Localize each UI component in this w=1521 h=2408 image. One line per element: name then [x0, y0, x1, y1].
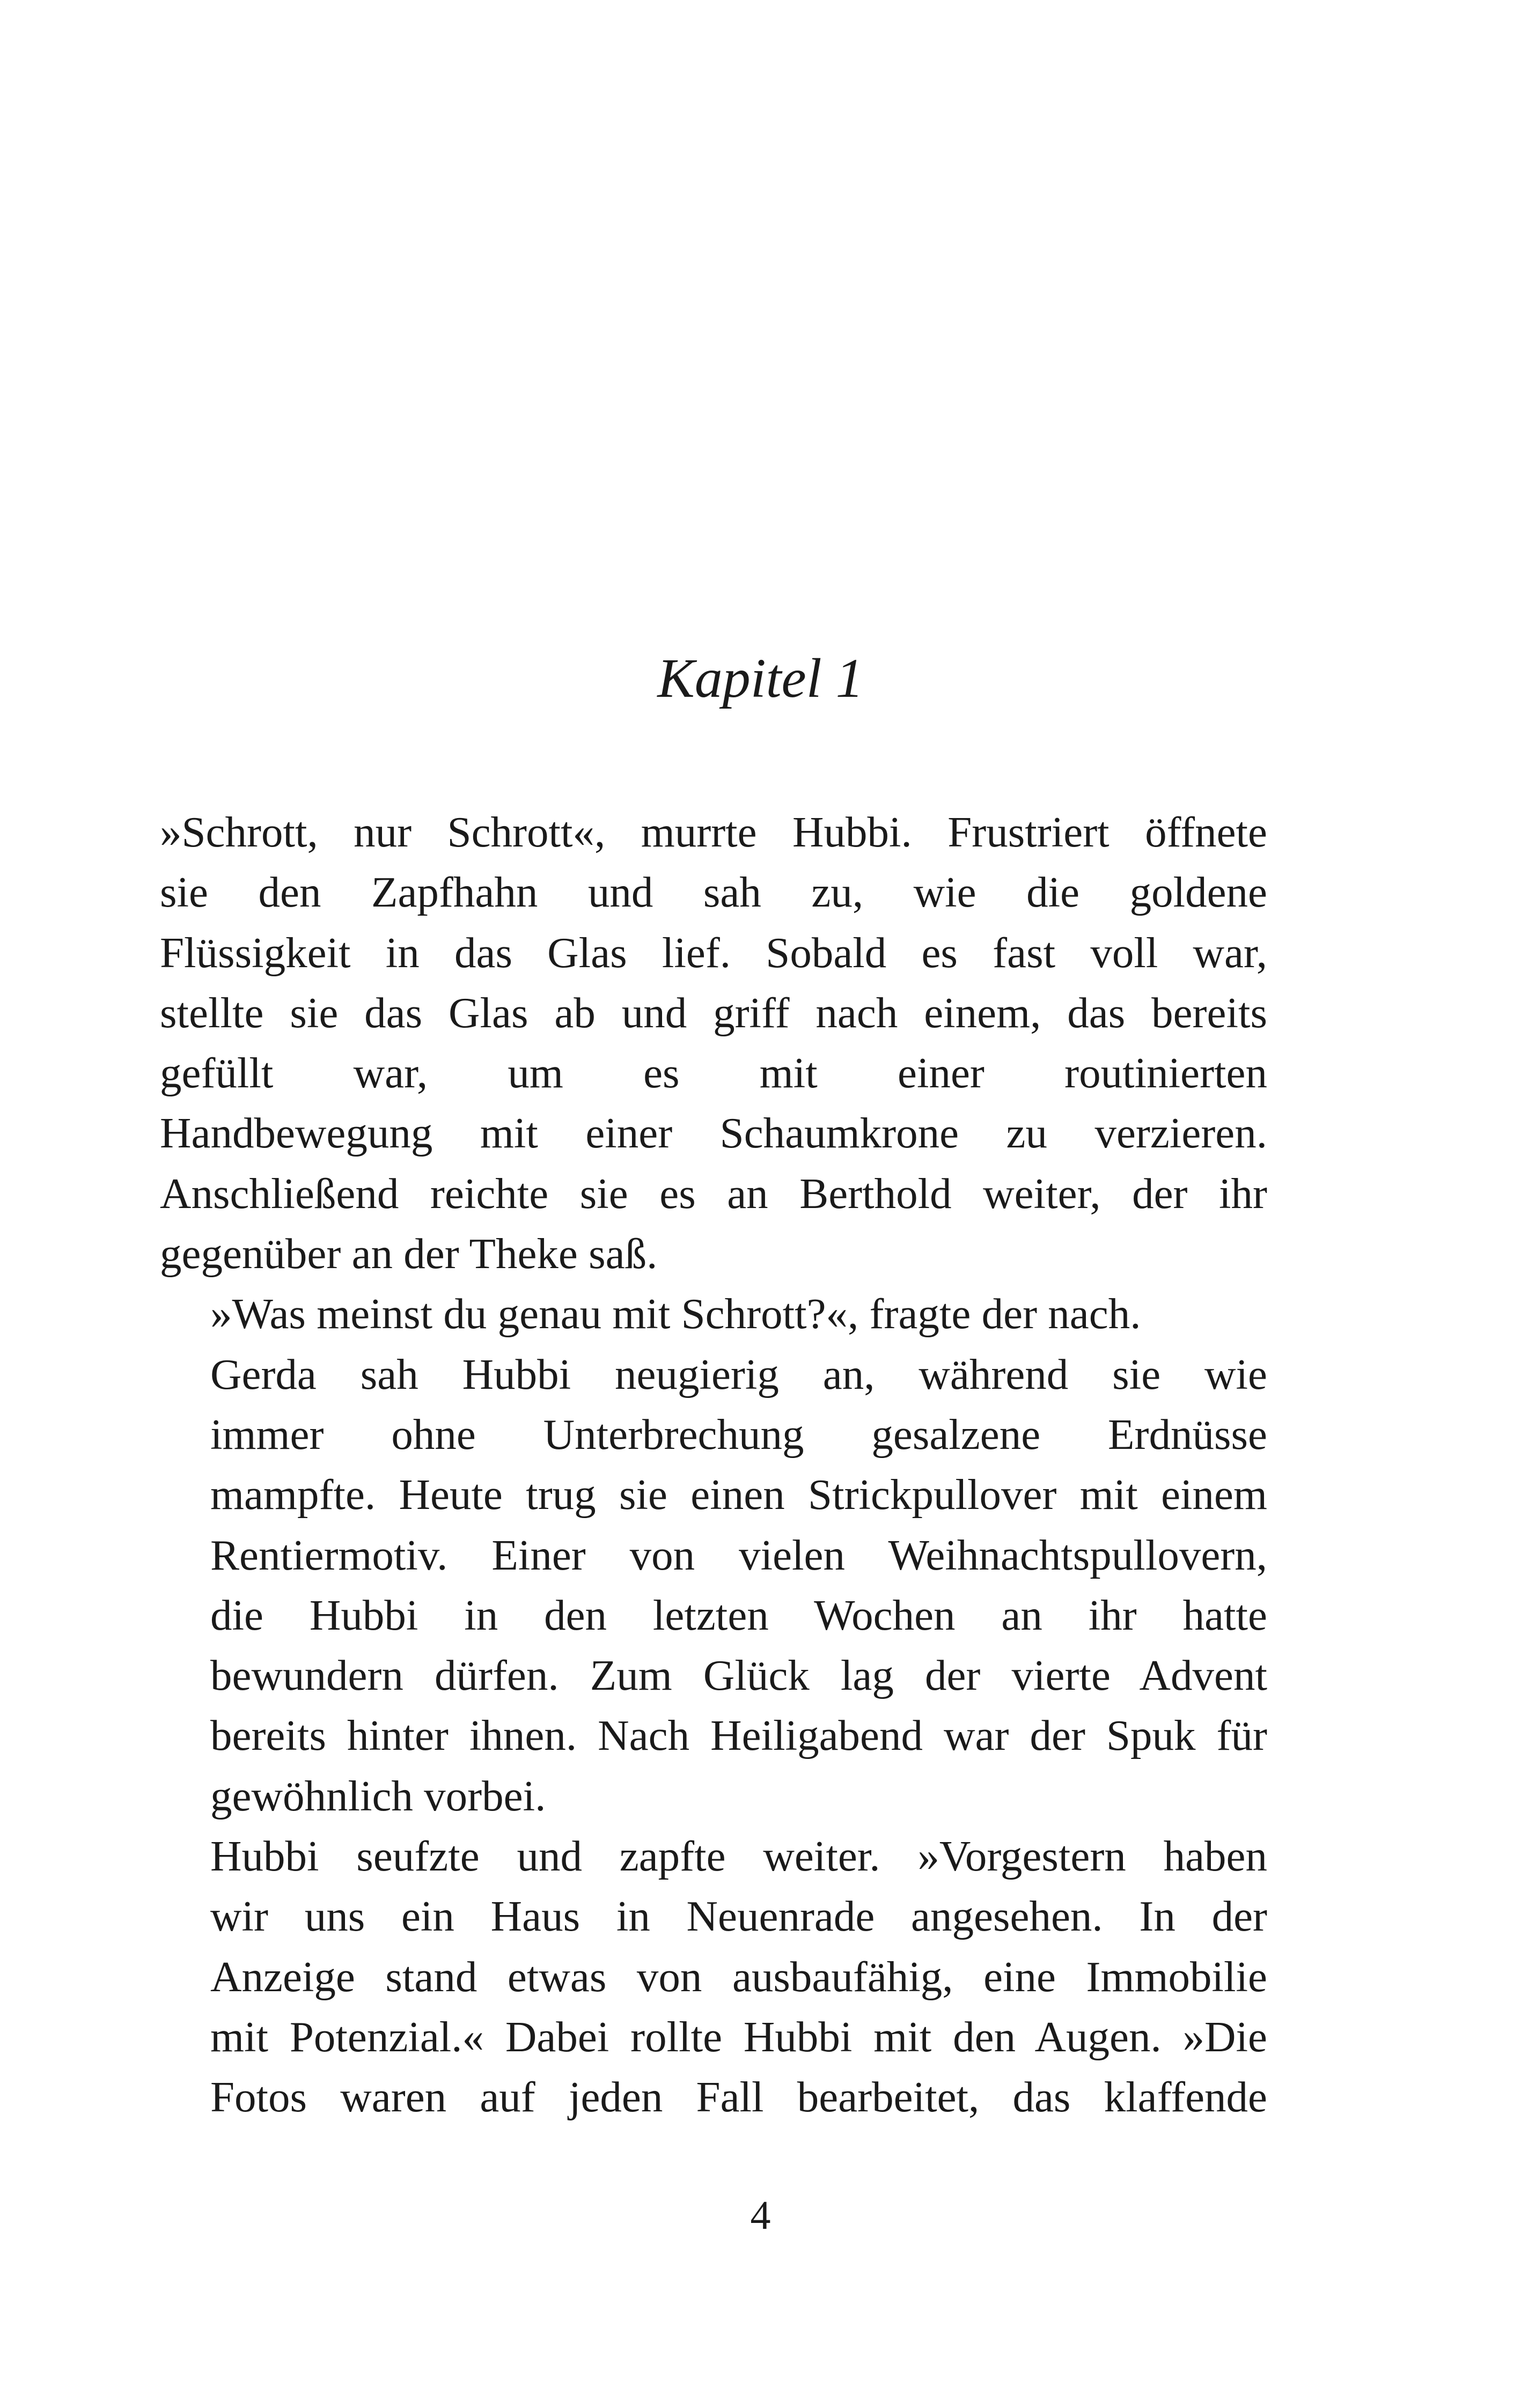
- text-line: mit Potenzial.« Dabei rollte Hubbi mit den Augen. »Die: [210, 2012, 1267, 2061]
- text-line: die Hubbi in den letzten Wochen an ihr hatte: [210, 1590, 1267, 1639]
- paragraph: [160, 1284, 1267, 1344]
- text-line: wir uns ein Haus in Neuenrade angesehen. In der: [210, 1892, 1267, 1941]
- page-number: 4: [750, 2193, 771, 2238]
- text-line: Handbewegung mit einer Schaumkrone zu verzieren.: [160, 1109, 1267, 1158]
- body-text: [160, 802, 1267, 2127]
- text-line: sie den Zapfhahn und sah zu, wie die goldene: [160, 868, 1267, 917]
- text-line: Gerda sah Hubbi neugierig an, während sie wie: [210, 1350, 1267, 1398]
- text-line: Anzeige stand etwas von ausbaufähig, eine Immobilie: [210, 1952, 1267, 2001]
- text-line: bewundern dürfen. Zum Glück lag der vierte Advent: [210, 1651, 1267, 1700]
- text-line: mampfte. Heute trug sie einen Strickpullover mit einem: [210, 1470, 1267, 1519]
- text-line: bereits hinter ihnen. Nach Heiligabend war der Spuk für: [210, 1711, 1267, 1760]
- text-line: Hubbi seufzte und zapfte weiter. »Vorgestern haben: [210, 1832, 1267, 1881]
- text-line: stellte sie das Glas ab und griff nach einem, das bereits: [160, 988, 1267, 1037]
- paragraph: [160, 1826, 1267, 2127]
- text-line: »Was meinst du genau mit Schrott?«, fragte der nach.: [210, 1290, 1141, 1338]
- text-line: »Schrott, nur Schrott«, murrte Hubbi. Frustriert öffnete: [160, 808, 1267, 856]
- text-line: Anschließend reichte sie es an Berthold weiter, der ihr: [160, 1169, 1267, 1218]
- text-line: gewöhnlich vorbei.: [210, 1771, 546, 1820]
- text-line: Flüssigkeit in das Glas lief. Sobald es fast voll war,: [160, 928, 1267, 977]
- text-line: Fotos waren auf jeden Fall bearbeitet, das klaffende: [210, 2073, 1267, 2122]
- text-line: Rentiermotiv. Einer von vielen Weihnachtspullovern,: [210, 1530, 1267, 1579]
- text-line: immer ohne Unterbrechung gesalzene Erdnüsse: [210, 1410, 1267, 1459]
- text-line: gegenüber an der Theke saß.: [160, 1229, 658, 1278]
- paragraph: [160, 802, 1267, 1284]
- paragraph: [160, 1344, 1267, 1826]
- text-line: gefüllt war, um es mit einer routinierten: [160, 1049, 1267, 1098]
- chapter-title: Kapitel 1: [657, 647, 864, 709]
